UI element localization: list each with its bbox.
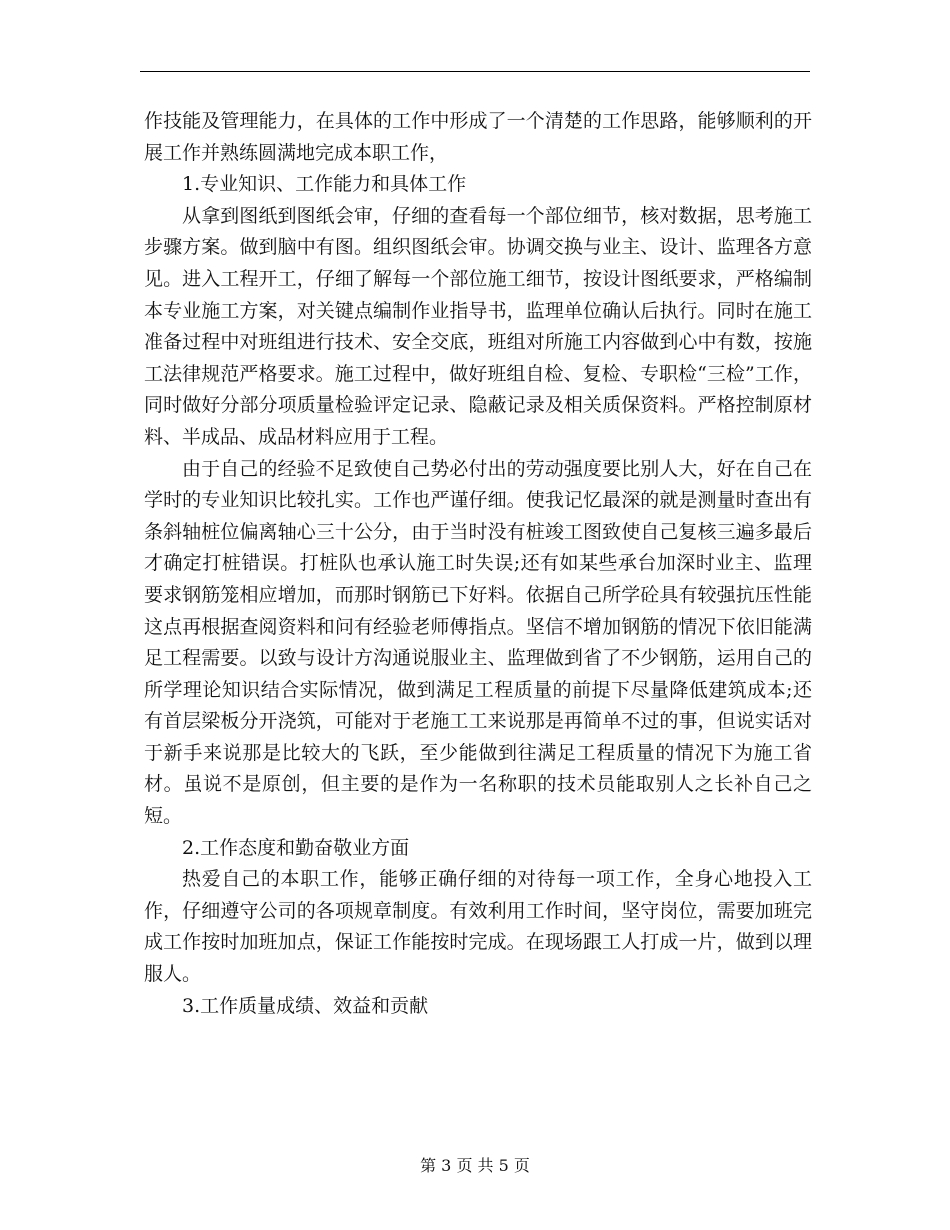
paragraph: 热爱自己的本职工作，能够正确仔细的对待每一项工作，全身心地投入工作，仔细遵守公司的各项规章制度。有效利用工作时间，坚守岗位，需要加班完成工作按时加班加点，保证工作能按时完成。在现场跟工人打成一片，做到以理服人。: [144, 868, 812, 986]
page-number: 第 3 页 共 5 页: [420, 1156, 530, 1175]
paragraph-continuation: 作技能及管理能力，在具体的工作中形成了一个清楚的工作思路，能够顺利的开展工作并熟练圆满地完成本职工作，: [144, 110, 812, 164]
section-heading-1: 1.专业知识、工作能力和具体工作: [182, 173, 467, 196]
header-rule: [140, 71, 810, 72]
paragraph: 从拿到图纸到图纸会审，仔细的查看每一个部位细节，核对数据，思考施工步骤方案。做到脑中有图。组织图纸会审。协调交换与业主、设计、监理各方意见。进入工程开工，仔细了解每一个部位施工细节，按设计图纸要求，严格编制本专业施工方案，对关键点编制作业指导书，监理单位确认后执行。同时在施工准备过程中对班组进行技术、安全交底，班组对所施工内容做到心中有数，按施工法律规范严格要求。施工过程中，做好班组自检、复检、专职检“三检”工作，同时做好分部分项质量检验评定记录、隐蔽记录及相关质保资料。严格控制原材料、半成品、成品材料应用于工程。: [144, 204, 812, 448]
paragraph: 由于自己的经验不足致使自己势必付出的劳动强度要比别人大，好在自己在学时的专业知识比较扎实。工作也严谨仔细。使我记忆最深的就是测量时查出有条斜轴桩位偏离轴心三十公分，由于当时没有桩竣工图致使自己复核三遍多最后才确定打桩错误。打桩队也承认施工时失误;还有如某些承台加深时业主、监理要求钢筋笼相应增加，而那时钢筋已下好料。依据自己所学砼具有较强抗压性能这点再根据查阅资料和问有经验老师傅指点。坚信不增加钢筋的情况下依旧能满足工程需要。以致与设计方沟通说服业主、监理做到省了不少钢筋，运用自己的所学理论知识结合实际情况，做到满足工程质量的前提下尽量降低建筑成本;还有首层梁板分开浇筑，可能对于老施工工来说那是再简单不过的事，但说实话对于新手来说那是比较大的飞跃，至少能做到往满足工程质量的情况下为施工省材。虽说不是原创，但主要的是作为一名称职的技术员能取别人之长补自己之短。: [144, 457, 812, 828]
document-body: [144, 106, 812, 1022]
section-heading-2: 2.工作态度和勤奋敬业方面: [182, 836, 410, 859]
section-heading-3: 3.工作质量成绩、效益和贡献: [182, 994, 429, 1017]
